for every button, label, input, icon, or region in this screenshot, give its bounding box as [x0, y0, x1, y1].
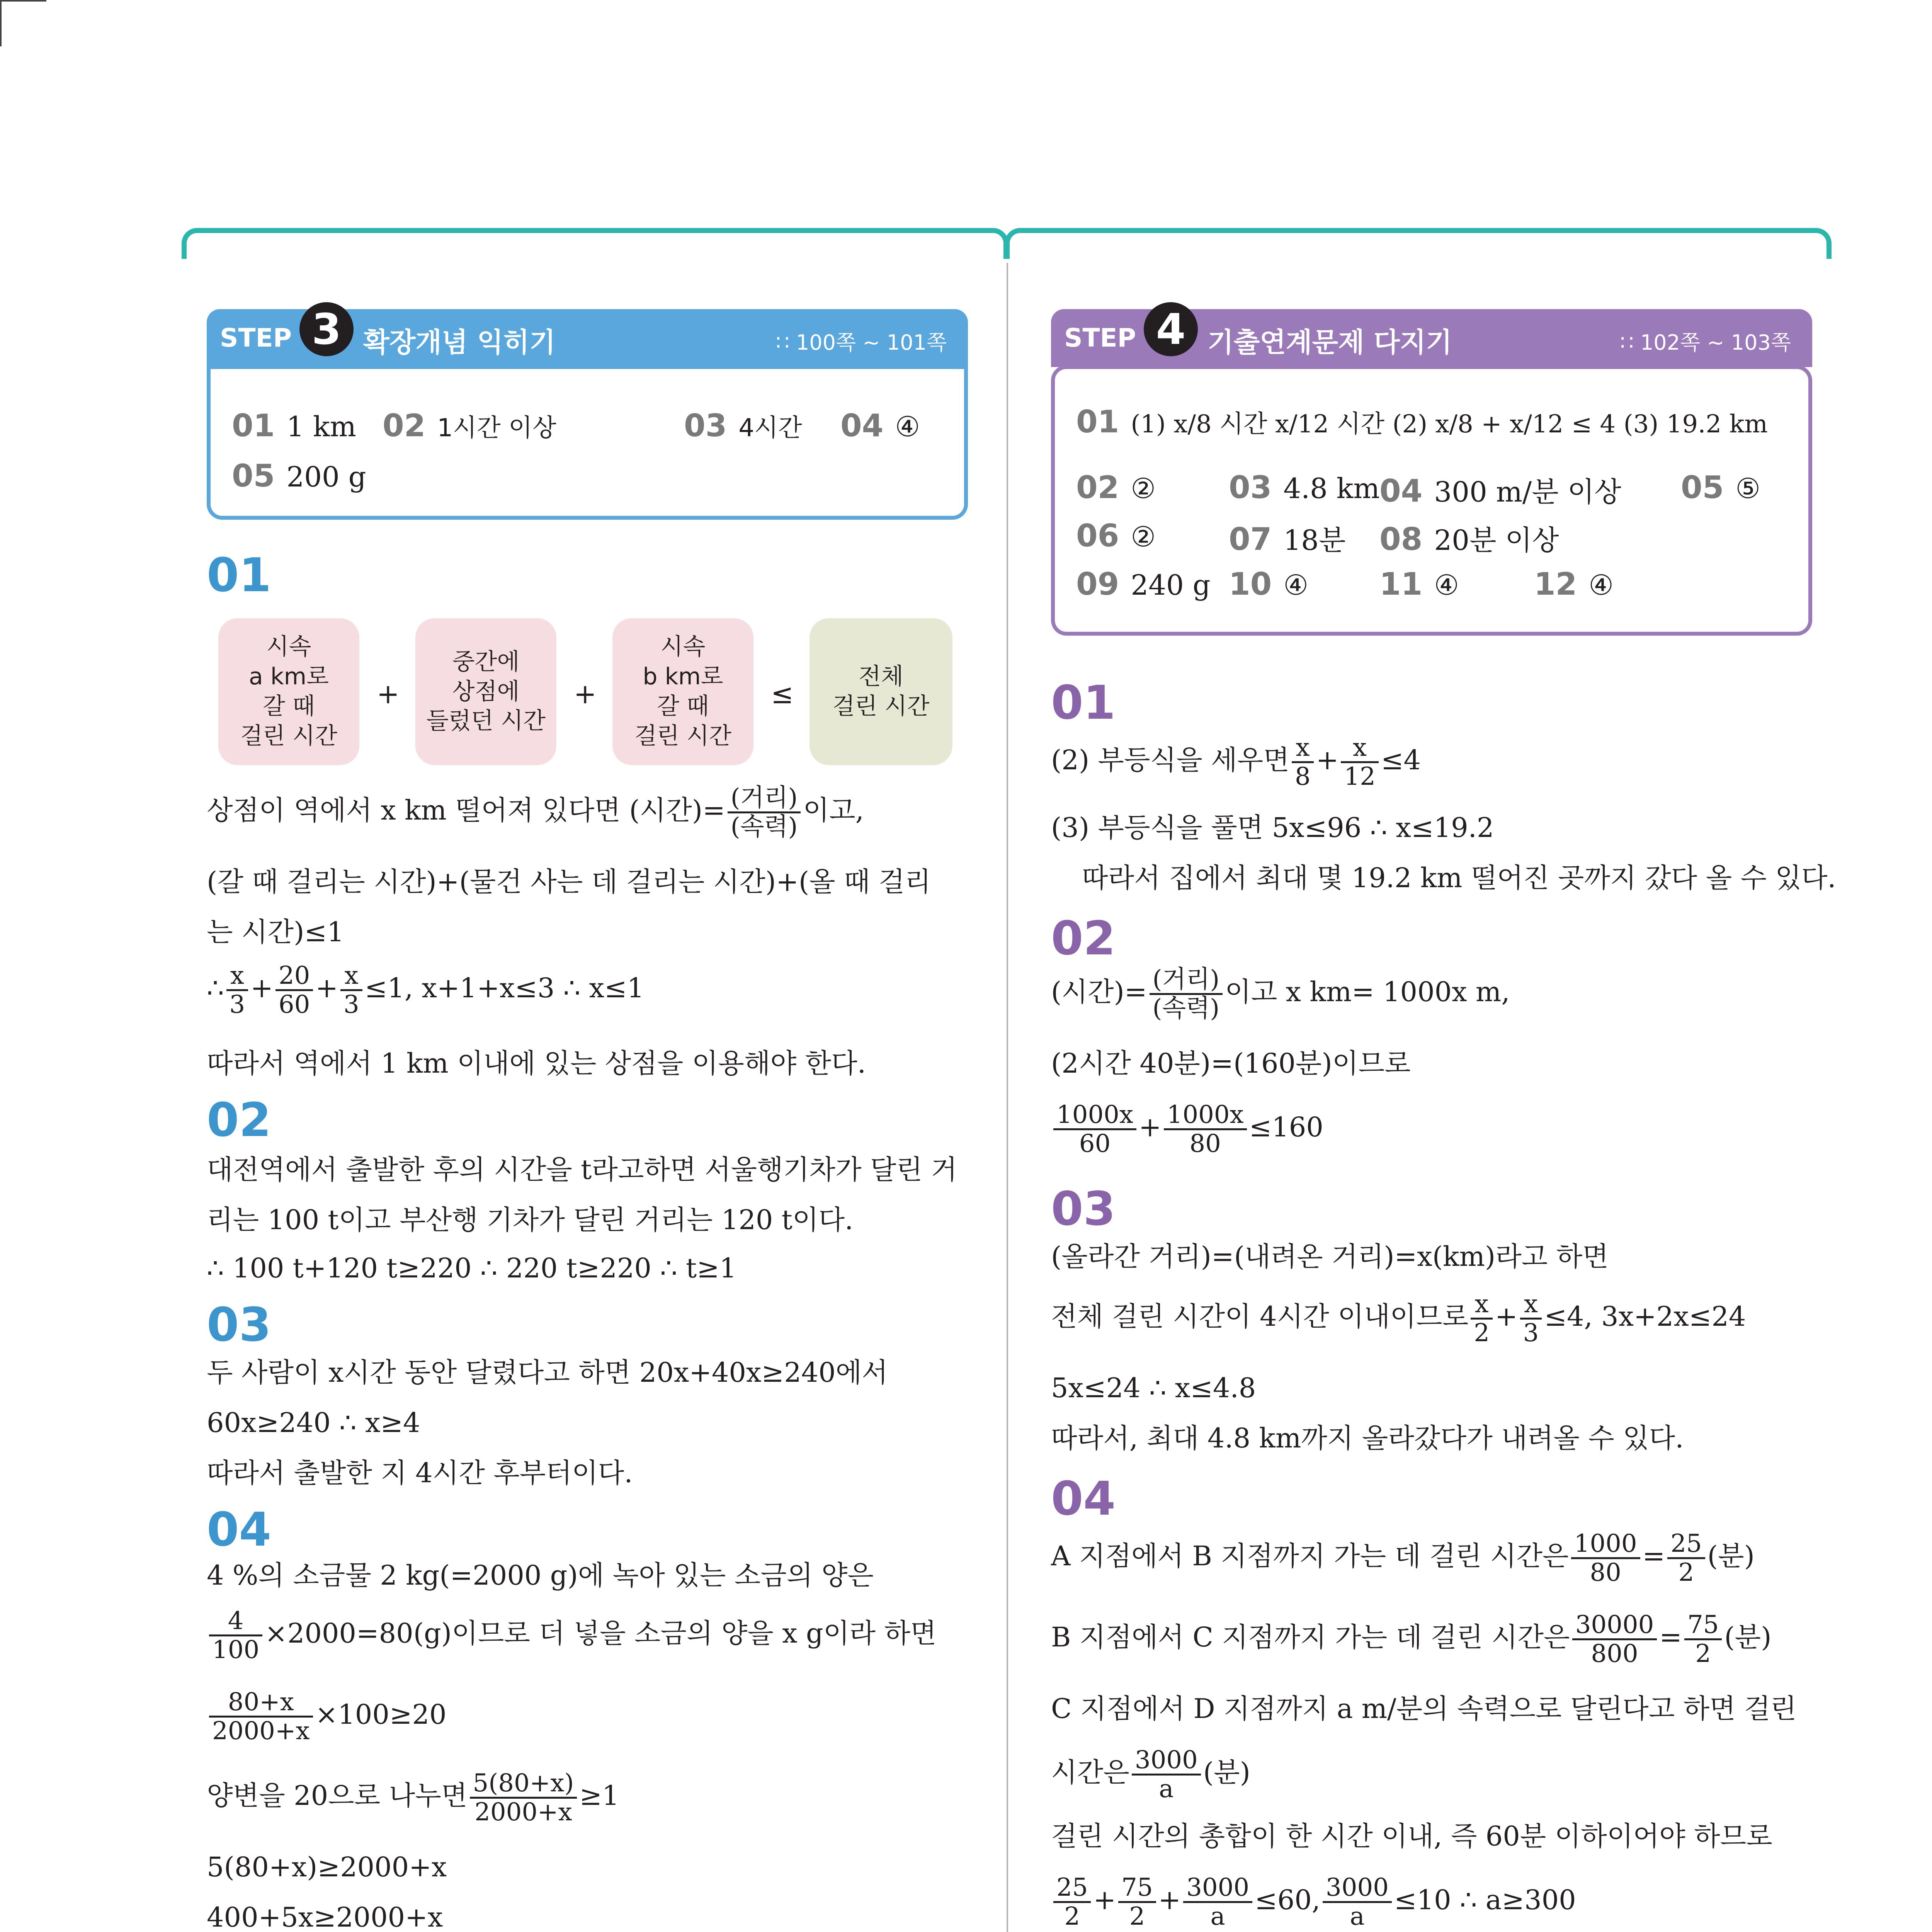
problem-label-02: 02	[207, 1094, 271, 1147]
text-line: 는 시간)≤1	[207, 916, 344, 948]
right-frame	[1005, 228, 1832, 259]
diagram-box-total: 전체 걸린 시간	[810, 618, 952, 765]
plus-sign: +	[574, 678, 597, 710]
problem-label-03: 03	[207, 1298, 271, 1352]
diagram-box-speed-a: 시속 a km로 갈 때 걸린 시간	[218, 618, 359, 765]
answer-item: 01 1 km	[232, 408, 356, 444]
answer-item: 04 ④	[840, 408, 920, 444]
text-line: (3) 부등식을 풀면 5x≤96 ∴ x≤19.2	[1051, 812, 1494, 844]
text-line: A 지점에서 B 지점까지 가는 데 걸린 시간은 $\frac{1000}{80}$ = $\frac{25}{2}$ (분)	[1051, 1529, 1755, 1587]
step-label: STEP	[220, 323, 292, 353]
text-line: 60x≥240 ∴ x≥4	[207, 1407, 420, 1439]
text-line: (올라간 거리)=(내려온 거리)=x(km)라고 하면	[1051, 1241, 1609, 1272]
step-pages: ∷ 102쪽 ~ 103쪽	[1620, 330, 1791, 355]
problem-label-01: 01	[207, 549, 271, 602]
answer-item: 05 200 g	[232, 458, 366, 494]
text-line: (시간)= (거리) (속력) 이고 x km= 1000x m,	[1051, 965, 1510, 1023]
problem-label-03: 03	[1051, 1182, 1116, 1236]
text-line: $\frac{4}{100}$ ×2000=80(g)이므로 더 넣을 소금의 양을 x g이라 하면	[207, 1607, 936, 1664]
text-line: ∴ $\frac{x}{3}$ + $\frac{20}{60}$ + $\frac{x}{3}$ ≤1, x+1+x≤3 ∴ x≤1	[207, 961, 645, 1019]
text-line: 대전역에서 출발한 후의 시간을 t라고하면 서울행기차가 달린 거	[207, 1154, 957, 1185]
answer-item: 08 20분 이상	[1379, 521, 1559, 557]
text-line: 양변을 20으로 나누면 $\frac{5(80+x)}{2000+x}$ ≥1	[207, 1769, 619, 1827]
text-line: 따라서 출발한 지 4시간 후부터이다.	[207, 1457, 633, 1489]
text-line: 따라서 집에서 최대 몇 19.2 km 떨어진 곳까지 갔다 올 수 있다.	[1082, 862, 1836, 894]
answer-item: 11 ④	[1379, 566, 1459, 602]
step4-answer-box	[1051, 365, 1812, 636]
text-line: 리는 100 t이고 부산행 기차가 달린 거리는 120 t이다.	[207, 1204, 854, 1236]
answer-item: 05 ⑤	[1681, 469, 1760, 505]
answer-item: 12 ④	[1534, 566, 1614, 602]
crop-mark	[0, 0, 2, 46]
column-divider	[1007, 263, 1008, 1932]
step-title: 기출연계문제 다지기	[1208, 327, 1452, 358]
leq-sign: ≤	[771, 678, 794, 710]
step-number: 3	[299, 302, 354, 356]
text-line: C 지점에서 D 지점까지 a m/분의 속력으로 달린다고 하면 걸린	[1051, 1693, 1797, 1725]
text-line: 400+5x≥2000+x	[207, 1901, 443, 1932]
text-line: 상점이 역에서 x km 떨어져 있다면 (시간)= (거리) (속력) 이고,	[207, 784, 864, 842]
step-number: 4	[1144, 302, 1198, 356]
answer-item: 10 ④	[1229, 566, 1308, 602]
text-line: 5x≤24 ∴ x≤4.8	[1051, 1372, 1256, 1404]
text-line: 따라서, 최대 4.8 km까지 올라갔다가 내려올 수 있다.	[1051, 1422, 1684, 1454]
text-line: $\frac{80+x}{2000+x}$ ×100≥20	[207, 1689, 447, 1745]
text-line: (2) 부등식을 세우면 $\frac{x}{8}$ + $\frac{x}{12}$ ≤4	[1051, 733, 1421, 791]
problem-label-04: 04	[207, 1503, 271, 1557]
step3-header	[207, 304, 968, 367]
diagram-box-stop: 중간에 상점에 들렀던 시간	[415, 618, 556, 765]
step4-header	[1051, 304, 1812, 367]
text-line: 시간은 $\frac{3000}{a}$ (분)	[1051, 1746, 1250, 1804]
answer-item: 03 4.8 km	[1229, 469, 1380, 505]
text-line: 5(80+x)≥2000+x	[207, 1851, 447, 1883]
text-line: ∴ 100 t+120 t≥220 ∴ 220 t≥220 ∴ t≥1	[207, 1252, 737, 1284]
text-line: 전체 걸린 시간이 4시간 이내이므로 $\frac{x}{2}$ + $\frac{x}{3}$ ≤4, 3x+2x≤24	[1051, 1290, 1746, 1348]
step-pages: ∷ 100쪽 ~ 101쪽	[776, 330, 947, 355]
text-line: 두 사람이 x시간 동안 달렸다고 하면 20x+40x≥240에서	[207, 1357, 888, 1388]
text-line: 따라서 역에서 1 km 이내에 있는 상점을 이용해야 한다.	[207, 1048, 866, 1079]
left-frame	[182, 228, 1009, 259]
answer-item: 02 1시간 이상	[383, 408, 556, 444]
text-line: (2시간 40분)=(160분)이므로	[1051, 1048, 1411, 1079]
text-line: B 지점에서 C 지점까지 가는 데 걸린 시간은 $\frac{30000}{800}$ = $\frac{75}{2}$ (분)	[1051, 1611, 1772, 1668]
text-line: 4 %의 소금물 2 kg(=2000 g)에 녹아 있는 소금의 양은	[207, 1560, 874, 1591]
step-title: 확장개념 익히기	[363, 327, 556, 358]
text-line: 걸린 시간의 총합이 한 시간 이내, 즉 60분 이하이어야 하므로	[1051, 1820, 1772, 1852]
step3-answer-box	[207, 365, 968, 520]
problem-label-01: 01	[1051, 676, 1116, 730]
answer-item: 02 ②	[1076, 469, 1156, 505]
answer-item: 01 (1) x/8 시간 x/12 시간 (2) x/8 + x/12 ≤ 4 (3) 19.2 km	[1076, 404, 1768, 440]
plus-sign: +	[377, 678, 400, 710]
step-label: STEP	[1064, 323, 1136, 353]
crop-mark	[0, 0, 46, 2]
answer-item: 06 ②	[1076, 518, 1156, 554]
problem-label-04: 04	[1051, 1472, 1116, 1526]
problem-label-02: 02	[1051, 912, 1116, 966]
diagram-box-speed-b: 시속 b km로 갈 때 걸린 시간	[612, 618, 753, 765]
answer-item: 04 300 m/분 이상	[1379, 473, 1621, 509]
text-line: $\frac{25}{2}$ + $\frac{75}{2}$ + $\frac{3000}{a}$ ≤60, $\frac{3000}{a}$ ≤10 ∴ a≥300	[1051, 1874, 1576, 1930]
answer-item: 07 18분	[1229, 521, 1346, 557]
text-line: (갈 때 걸리는 시간)+(물건 사는 데 걸리는 시간)+(올 때 걸리	[207, 866, 931, 898]
answer-item: 09 240 g	[1076, 566, 1211, 602]
answer-item: 03 4시간	[684, 408, 802, 444]
text-line: $\frac{1000x}{60}$ + $\frac{1000x}{80}$ ≤160	[1051, 1101, 1323, 1158]
